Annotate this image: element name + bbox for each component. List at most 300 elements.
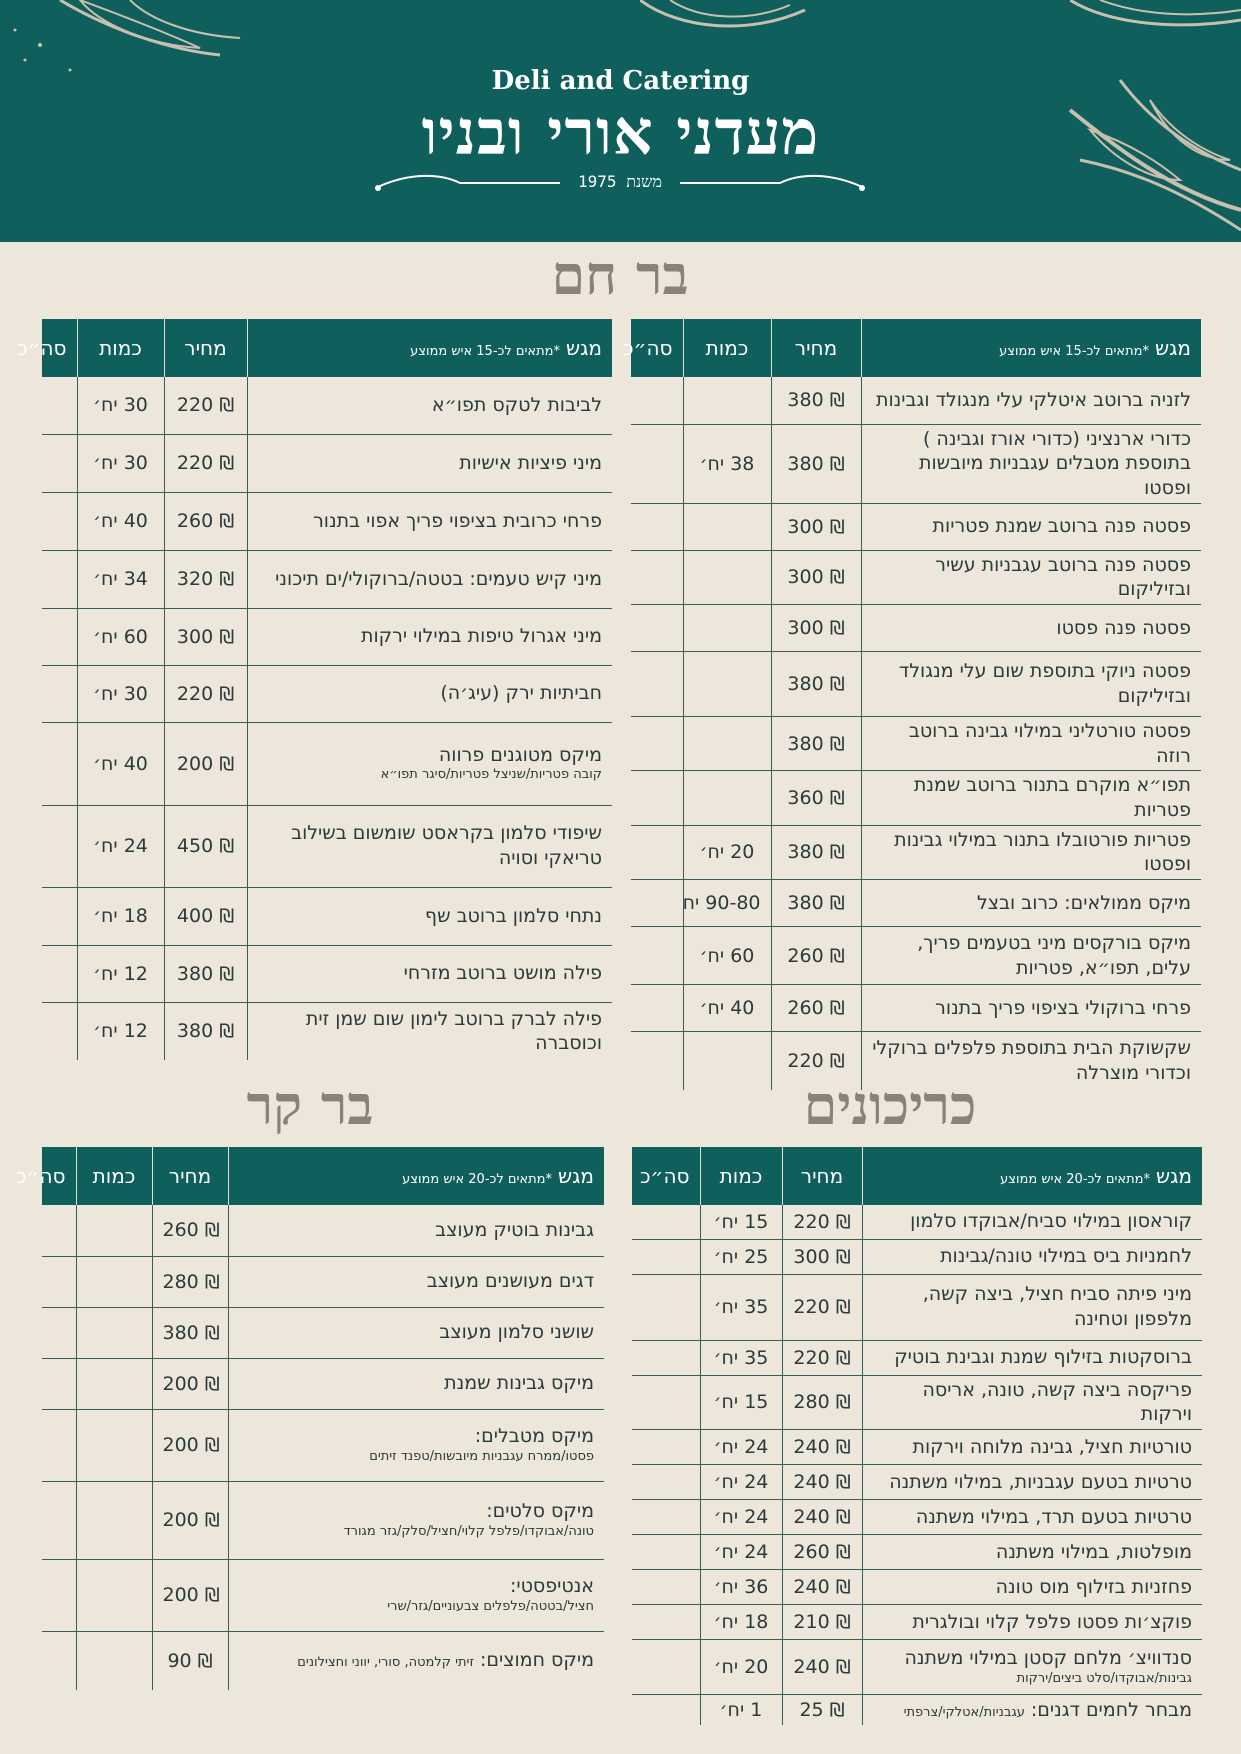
dish-header: מגש*מתאים לכ-15 איש ממוצע [247,319,612,377]
dish-quantity [683,651,771,716]
dish-quantity [76,1481,152,1559]
table-row [631,985,1201,1032]
total-header: סה״כ [632,1147,700,1205]
qty-header: כמות [76,1147,152,1205]
total-cell[interactable] [631,1032,683,1090]
dish-name-text: שיפודי סלמון בקראסט שומשום בשילוב טריאקי וסויה [291,822,602,869]
dish-name [247,945,612,1002]
total-cell[interactable] [42,1631,76,1690]
dish-price: 210 ₪ [782,1604,862,1639]
dish-header: מגש*מתאים לכ-20 איש ממוצע [862,1147,1202,1205]
dish-name-text: פילה לברק ברוטב לימון שום שמן זית וכוסברה [305,1007,602,1055]
price-header: מחיר [782,1147,862,1205]
dish-quantity: 34 יח׳ [77,550,164,608]
total-cell[interactable] [631,825,683,879]
total-cell[interactable] [631,377,683,424]
dish-name [228,1256,604,1307]
table-row [42,945,612,1002]
qty-header: כמות [683,319,771,377]
table-header [632,1147,1202,1205]
sandwiches-title: כריכונים [803,1073,977,1137]
dish-price: 240 ₪ [782,1499,862,1534]
total-cell[interactable] [42,550,77,608]
dish-quantity: 90-80 יח [683,880,771,927]
dish-name-text: טורטיות חציל, גבינה מלוחה וירקות [912,1435,1192,1458]
dish-price: 450 ₪ [164,805,247,887]
table-row [632,1205,1202,1239]
cold-bar-title: בר קר [246,1073,374,1137]
dish-name-text: מיני פיציות אישיות [459,451,602,474]
dish-price: 260 ₪ [152,1205,228,1256]
dish-description: טונה/אבוקדו/פלפל קלוי/חציל/סלק/גזר מגורד [343,1523,594,1539]
total-cell[interactable] [631,880,683,927]
table-row [632,1274,1202,1340]
dish-price: 300 ₪ [164,608,247,665]
dish-price: 260 ₪ [782,1534,862,1569]
dish-name [862,1499,1202,1534]
dish-name [228,1307,604,1358]
total-cell[interactable] [631,550,683,604]
dish-name-text: מיקס סלטים: [486,1500,594,1523]
dish-name-text: מיני פיתה סביח חציל, ביצה קשה, מלפפון וטחינה [922,1283,1192,1330]
dish-name [228,1409,604,1481]
table-row [632,1569,1202,1604]
dish-name-text: תפו״א מוקרם בתנור ברוטב שמנת פטריות [913,774,1191,821]
brand-name-he: מעדני אורי ובניו [421,96,820,169]
total-cell[interactable] [42,722,77,805]
dish-name-text: מיקס ממולאים: כרוב ובצל [977,891,1191,914]
dish-price: 300 ₪ [782,1239,862,1274]
dish-quantity [76,1256,152,1307]
total-cell[interactable] [632,1464,700,1499]
dish-quantity [683,771,771,825]
dish-price: 400 ₪ [164,887,247,945]
since-year: משנת 1975 [578,172,662,191]
dish-description: קובה פטריות/שניצל פטריות/סיגר תפו״א [380,767,602,783]
dish-name [862,1569,1202,1604]
dish-name [861,880,1201,927]
hot-bar-title: בר חם [551,243,689,307]
total-cell[interactable] [42,665,77,722]
dish-price: 200 ₪ [164,722,247,805]
dish-name [247,665,612,722]
dish-name-text: מופלטות, במילוי משתנה [995,1540,1192,1563]
table-row [42,722,612,805]
dish-name-text: פריקסה ביצה קשה, טונה, אריסה וירקות [922,1378,1192,1426]
total-cell[interactable] [632,1274,700,1340]
total-cell[interactable] [42,805,77,887]
table-row [631,377,1201,424]
total-header: סה״כ [42,1147,76,1205]
table-row [42,377,612,434]
table-row [631,880,1201,927]
dish-name [861,1032,1201,1090]
table-row [42,887,612,945]
dish-name [862,1274,1202,1340]
dish-quantity: 20 יח׳ [683,825,771,879]
dish-description: זיתי קלמטה, סורי, יווני וחצילונים [297,1655,474,1671]
dish-name [862,1375,1202,1429]
dish-price: 380 ₪ [771,716,861,770]
table-row [42,1307,604,1358]
dish-quantity [76,1307,152,1358]
dish-name [861,550,1201,604]
table-header [631,319,1201,377]
dish-name [228,1631,604,1690]
dish-quantity: 15 יח׳ [700,1205,782,1239]
dish-name-text: מיקס גבינות שמנת [444,1372,594,1395]
dish-name [861,377,1201,424]
total-cell[interactable] [632,1604,700,1639]
dish-quantity [683,1032,771,1090]
dish-quantity [76,1358,152,1409]
leaf-decoration-icon [640,0,810,40]
dish-price: 220 ₪ [782,1274,862,1340]
dish-price: 260 ₪ [771,927,861,985]
total-cell[interactable] [632,1205,700,1239]
dish-name-text: חביתיות ירק (עיג׳ה) [440,682,602,705]
table-row [632,1239,1202,1274]
dish-price: 200 ₪ [152,1481,228,1559]
dish-name-text: פטריות פורטובלו בתנור במילוי גבינות ופסטו [894,828,1191,876]
dish-name [861,927,1201,985]
dish-name-text: מבחר לחמים דגנים: [1030,1698,1192,1721]
dish-name-text: סנדוויצ׳ מלחם קסטן במילוי משתנה [904,1647,1192,1670]
table-row [631,604,1201,651]
total-header: סה״כ [631,319,683,377]
dish-price: 300 ₪ [771,503,861,550]
dish-name-text: נתחי סלמון ברוטב שף [424,904,602,927]
dish-price: 200 ₪ [152,1409,228,1481]
dish-price: 380 ₪ [771,880,861,927]
dish-name [861,771,1201,825]
dish-price: 240 ₪ [782,1429,862,1464]
table-row [632,1694,1202,1725]
dish-price: 380 ₪ [164,1002,247,1060]
dish-name [861,503,1201,550]
dish-quantity: 30 יח׳ [77,434,164,492]
table-row [42,1631,604,1690]
dish-price: 320 ₪ [164,550,247,608]
dish-price: 380 ₪ [771,651,861,716]
table-row [42,1409,604,1481]
dish-name-text: פרחי כרובית בציפוי פריך אפוי בתנור [313,509,602,532]
dish-name-text: לביבות לטקס תפו״א [431,393,602,416]
total-cell[interactable] [42,945,77,1002]
table-row [631,550,1201,604]
dish-name-text: פסטה טורטליני במילוי גבינה ברוטב רוזה [908,719,1191,767]
total-cell[interactable] [42,1409,76,1481]
dish-description: עגבניות/אטלקי/צרפתי [903,1704,1025,1720]
table-row [632,1534,1202,1569]
dish-header: מגש*מתאים לכ-20 איש ממוצע [228,1147,604,1205]
dish-name [247,722,612,805]
dish-name [861,424,1201,503]
header-banner [0,0,1241,242]
table-row [632,1604,1202,1639]
dish-price: 220 ₪ [164,665,247,722]
table-row [631,424,1201,503]
dish-name-text: פסטה פנה פסטו [1056,616,1191,639]
total-cell[interactable] [42,1481,76,1559]
dish-name [247,1002,612,1060]
dish-quantity [683,604,771,651]
table-row [632,1429,1202,1464]
dish-price: 240 ₪ [782,1569,862,1604]
dish-name-text: אנטיפסטי: [509,1575,594,1598]
dish-name-text: דגים מעושנים מעוצב [426,1270,594,1293]
dish-name [862,1205,1202,1239]
dish-price: 200 ₪ [152,1559,228,1631]
dish-quantity: 15 יח׳ [700,1375,782,1429]
dish-quantity: 20 יח׳ [700,1639,782,1694]
total-cell[interactable] [631,716,683,770]
total-cell[interactable] [42,492,77,550]
total-cell[interactable] [632,1639,700,1694]
total-cell[interactable] [632,1340,700,1375]
dish-name-text: מיני אגרול טיפות במילוי ירקות [361,625,602,648]
dish-quantity: 36 יח׳ [700,1569,782,1604]
dish-quantity: 25 יח׳ [700,1239,782,1274]
dish-name-text: מיני קיש טעמים: בטטה/ברוקולי/ים תיכוני [275,567,602,590]
dish-name [862,1534,1202,1569]
dish-price: 90 ₪ [152,1631,228,1690]
dish-name [228,1481,604,1559]
table-row [42,1358,604,1409]
dish-name-text: שושני סלמון מעוצב [439,1321,594,1344]
total-cell[interactable] [632,1694,700,1725]
dish-price: 220 ₪ [164,377,247,434]
dish-quantity: 35 יח׳ [700,1274,782,1340]
brand-name-en: Deli and Catering [491,66,750,96]
total-cell[interactable] [631,503,683,550]
price-header: מחיר [164,319,247,377]
dish-name [861,604,1201,651]
dish-name [247,492,612,550]
table-row [632,1375,1202,1429]
dish-price: 25 ₪ [782,1694,862,1725]
total-cell[interactable] [632,1375,700,1429]
qty-header: כמות [77,319,164,377]
dish-price: 380 ₪ [152,1307,228,1358]
dish-name-text: פחזניות בזילוף מוס טונה [995,1575,1192,1598]
dish-quantity: 60 יח׳ [77,608,164,665]
table-row [42,1559,604,1631]
dish-name-text: כדורי ארנציני (כדורי אורז וגבינה ) בתוספת מטבלים עגבניות מיובשות ופסטו [919,427,1191,499]
table-row [42,492,612,550]
table-row [631,503,1201,550]
total-cell[interactable] [42,1358,76,1409]
dish-name [247,805,612,887]
dish-name [862,1694,1202,1725]
dish-name-text: פילה מושט ברוטב מזרחי [403,962,602,985]
dish-price: 200 ₪ [152,1358,228,1409]
dish-quantity: 18 יח׳ [700,1604,782,1639]
dish-name-text: מיקס חמוצים: [479,1649,594,1672]
dish-quantity: 38 יח׳ [683,424,771,503]
dish-quantity [683,550,771,604]
dish-name [247,608,612,665]
dish-description: חציל/בטטה/פלפלים צבעוניים/גזר/שרי [387,1598,594,1614]
dish-price: 240 ₪ [782,1639,862,1694]
table-row [42,805,612,887]
dish-name [228,1358,604,1409]
dish-quantity: 30 יח׳ [77,377,164,434]
dish-name-text: מיקס מטבלים: [474,1425,594,1448]
dish-quantity: 24 יח׳ [700,1499,782,1534]
dish-name-text: גבינות בוטיק מעוצב [435,1218,594,1241]
table-header [42,319,612,377]
dish-name-text: פסטה פנה ברוטב עגבניות עשיר ובזיליקום [935,553,1191,601]
dish-name [861,651,1201,716]
table-row [631,716,1201,770]
table-row [631,825,1201,879]
dish-description: גבינות/אבוקדו/סלט ביצים/ירקות [1016,1670,1192,1686]
dish-quantity: 12 יח׳ [77,945,164,1002]
total-cell[interactable] [632,1569,700,1604]
table-row [42,1205,604,1256]
dish-name [247,550,612,608]
total-cell[interactable] [631,927,683,985]
total-cell[interactable] [632,1534,700,1569]
dish-quantity: 40 יח׳ [77,492,164,550]
dish-name [862,1464,1202,1499]
dish-name [861,716,1201,770]
table-row [632,1639,1202,1694]
table-row [631,651,1201,716]
dish-quantity: 30 יח׳ [77,665,164,722]
dish-quantity: 40 יח׳ [77,722,164,805]
dish-price: 220 ₪ [782,1205,862,1239]
price-header: מחיר [771,319,861,377]
hot-bar-table-left [16,319,612,1060]
leaf-decoration-icon [1070,0,1241,40]
total-cell[interactable] [42,887,77,945]
total-cell[interactable] [42,1256,76,1307]
dish-quantity [683,377,771,424]
table-header [42,1147,604,1205]
dish-quantity [683,716,771,770]
dish-price: 380 ₪ [771,825,861,879]
dish-quantity: 24 יח׳ [700,1464,782,1499]
total-cell[interactable] [42,377,77,434]
dish-quantity: 1 יח׳ [700,1694,782,1725]
dish-quantity [683,503,771,550]
total-cell[interactable] [42,608,77,665]
cold-bar-table [15,1147,604,1690]
dish-price: 220 ₪ [782,1340,862,1375]
dish-name [861,825,1201,879]
dish-name [862,1340,1202,1375]
total-cell[interactable] [631,424,683,503]
dish-name [862,1239,1202,1274]
dish-quantity: 24 יח׳ [700,1429,782,1464]
dish-name-text: פרחי ברוקולי בציפוי פריך בתנור [935,996,1191,1019]
dish-quantity [76,1205,152,1256]
total-cell[interactable] [631,651,683,716]
dish-quantity: 40 יח׳ [683,985,771,1032]
dish-name-text: קוראסון במילוי סביח/אבוקדו סלמון [910,1210,1192,1233]
total-cell[interactable] [42,1002,77,1060]
dish-name [228,1559,604,1631]
dish-name-text: טרטיות בטעם תרד, במילוי משתנה [915,1505,1192,1528]
total-cell[interactable] [632,1429,700,1464]
total-cell[interactable] [632,1239,700,1274]
total-cell[interactable] [42,1559,76,1631]
total-cell[interactable] [42,1307,76,1358]
total-cell[interactable] [631,604,683,651]
table-row [42,1481,604,1559]
dish-price: 260 ₪ [771,985,861,1032]
dish-name [247,377,612,434]
table-row [631,771,1201,825]
dish-quantity: 24 יח׳ [700,1534,782,1569]
dish-quantity [76,1409,152,1481]
table-row [632,1340,1202,1375]
dish-quantity: 60 יח׳ [683,927,771,985]
table-row [631,927,1201,985]
total-cell[interactable] [631,771,683,825]
table-row [42,608,612,665]
total-header: סה״כ [42,319,77,377]
dish-quantity [76,1631,152,1690]
table-row [42,1002,612,1060]
table-row [42,665,612,722]
dish-price: 260 ₪ [164,492,247,550]
sandwiches-table [632,1147,1202,1725]
dish-price: 240 ₪ [782,1464,862,1499]
table-row [632,1499,1202,1534]
table-row [42,1256,604,1307]
total-cell[interactable] [42,434,77,492]
dish-price: 280 ₪ [152,1256,228,1307]
dish-quantity: 18 יח׳ [77,887,164,945]
table-row [632,1464,1202,1499]
dish-quantity [76,1559,152,1631]
price-header: מחיר [152,1147,228,1205]
dish-quantity: 12 יח׳ [77,1002,164,1060]
dish-name-text: טרטיות בטעם עגבניות, במילוי משתנה [889,1470,1192,1493]
total-cell[interactable] [42,1205,76,1256]
total-cell[interactable] [632,1499,700,1534]
dish-price: 300 ₪ [771,604,861,651]
total-cell[interactable] [631,985,683,1032]
dish-name-text: שקשוקת הבית בתוספת פלפלים ברוקלי וכדורי מוצרלה [872,1037,1191,1084]
dish-price: 280 ₪ [782,1375,862,1429]
dish-name [862,1639,1202,1694]
table-row [42,434,612,492]
dish-price: 380 ₪ [164,945,247,1002]
hot-bar-table-right [622,319,1201,1090]
dish-name-text: לזניה ברוטב איטלקי עלי מנגולד וגבינות [876,388,1191,411]
dish-price: 220 ₪ [771,1032,861,1090]
dish-name-text: פוקצ׳ות פסטו פלפל קלוי ובולגרית [912,1610,1192,1633]
dish-name-text: מיקס מטוגנים פרווה [438,743,602,766]
dish-quantity: 35 יח׳ [700,1340,782,1375]
dish-price: 300 ₪ [771,550,861,604]
dish-name [862,1429,1202,1464]
table-row [42,550,612,608]
dish-name-text: פסטה פנה ברוטב שמנת פטריות [932,515,1191,538]
dish-name [247,434,612,492]
dish-name-text: פסטה ניוקי בתוספת שום עלי מנגולד ובזיליקום [898,660,1191,707]
dish-name [861,985,1201,1032]
dish-name [862,1604,1202,1639]
qty-header: כמות [700,1147,782,1205]
since-ornament [370,168,870,198]
dish-price: 380 ₪ [771,424,861,503]
dish-name-text: ברוסקטות בזילוף שמנת וגבינת בוטיק [894,1346,1192,1369]
